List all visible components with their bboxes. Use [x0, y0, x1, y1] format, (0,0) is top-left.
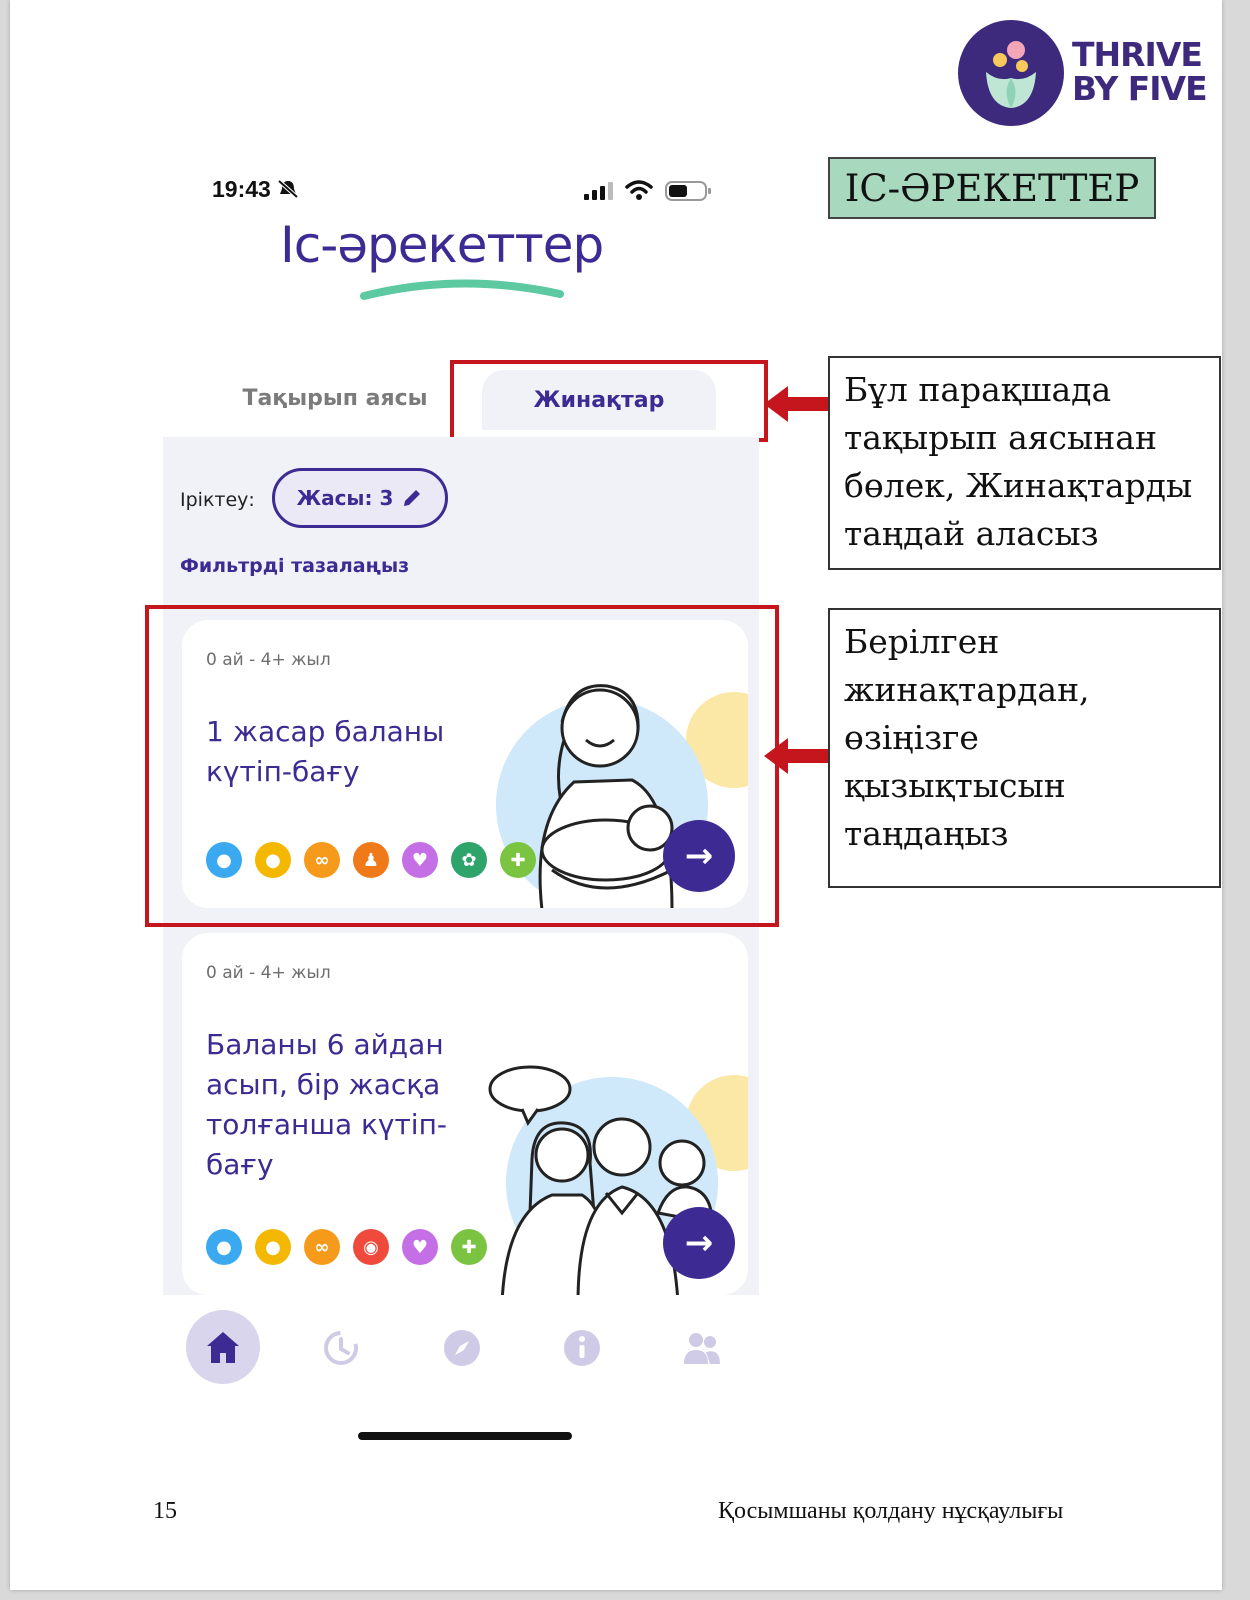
nav-home[interactable]	[186, 1310, 260, 1384]
title-underline-swoosh	[360, 276, 566, 302]
section-heading: ІС-ӘРЕКЕТТЕР	[828, 157, 1156, 219]
growth-icon: ✿	[451, 842, 487, 878]
footer-document-title: Қосымшаны қолдану нұсқаулығы	[718, 1498, 1064, 1524]
filter-label: Іріктеу:	[180, 489, 255, 511]
card-age-range: 0 ай - 4+ жыл	[206, 963, 331, 983]
status-bar-time: 19:43	[212, 176, 299, 203]
tab-highlight-frame	[450, 360, 768, 442]
open-collection-arrow-icon[interactable]: →	[663, 1207, 735, 1279]
flower-logo-icon	[958, 20, 1064, 126]
age-filter-chip-label: Жасы: 3	[296, 486, 394, 510]
heart-icon: ♥	[402, 1229, 438, 1265]
logo-wordmark: THRIVE BY FIVE	[1072, 35, 1207, 108]
open-collection-arrow-icon[interactable]: →	[663, 820, 735, 892]
wifi-icon	[625, 179, 653, 201]
page-number: 15	[153, 1498, 177, 1524]
social-link-icon: ∞	[304, 842, 340, 878]
signal-icon	[584, 181, 616, 201]
speech-bubble-icon: ●	[206, 842, 242, 878]
cards-explanation-note: Берілген жинақтардан, өзіңізге қызықтысын таңдаңыз	[828, 608, 1221, 888]
age-filter-chip[interactable]	[272, 468, 448, 528]
history-icon[interactable]	[322, 1328, 362, 1368]
tab-topics[interactable]: Тақырып аясы	[242, 386, 428, 411]
social-link-icon: ∞	[304, 1229, 340, 1265]
collection-card-2[interactable]	[182, 933, 748, 1295]
speech-bubble-icon: ●	[206, 1229, 242, 1265]
category-icons	[206, 1229, 487, 1265]
motor-skills-icon: ♟	[353, 842, 389, 878]
play-icon: ◉	[353, 1229, 389, 1265]
pencil-icon	[401, 487, 423, 509]
brain-head-icon: ●	[255, 842, 291, 878]
tabs-explanation-note: Бұл парақшада тақырып аясынан бөлек, Жинақтарды таңдай аласыз	[828, 356, 1221, 570]
info-icon[interactable]	[562, 1328, 602, 1368]
card-title: Баланы 6 айдан асып, бір жасқа толғанша күтіп-бағу	[206, 1028, 447, 1181]
heart-icon: ♥	[402, 842, 438, 878]
card-highlight-frame	[145, 605, 779, 927]
clear-filter-link[interactable]: Фильтрді тазалаңыз	[180, 555, 410, 577]
card-age-range: 0 ай - 4+ жыл	[206, 650, 331, 670]
annotation-arrow-left-icon	[762, 736, 832, 776]
document-page	[10, 0, 1222, 1590]
tab-collections-label: Жинақтар	[533, 387, 665, 413]
brain-head-icon: ●	[255, 1229, 291, 1265]
home-icon	[204, 1329, 242, 1365]
card-title: 1 жасар баланы күтіп-бағу	[206, 715, 445, 788]
bell-muted-icon	[277, 179, 299, 199]
thrive-by-five-logo	[958, 20, 1064, 126]
care-hands-icon: ✚	[451, 1229, 487, 1265]
annotation-arrow-left-icon	[762, 384, 832, 424]
battery-icon	[665, 180, 713, 202]
care-hands-icon: ✚	[500, 842, 536, 878]
people-icon[interactable]	[682, 1328, 722, 1368]
app-page-title: Іс-әрекеттер	[280, 216, 604, 274]
home-indicator-bar	[358, 1432, 572, 1440]
compass-icon[interactable]	[442, 1328, 482, 1368]
